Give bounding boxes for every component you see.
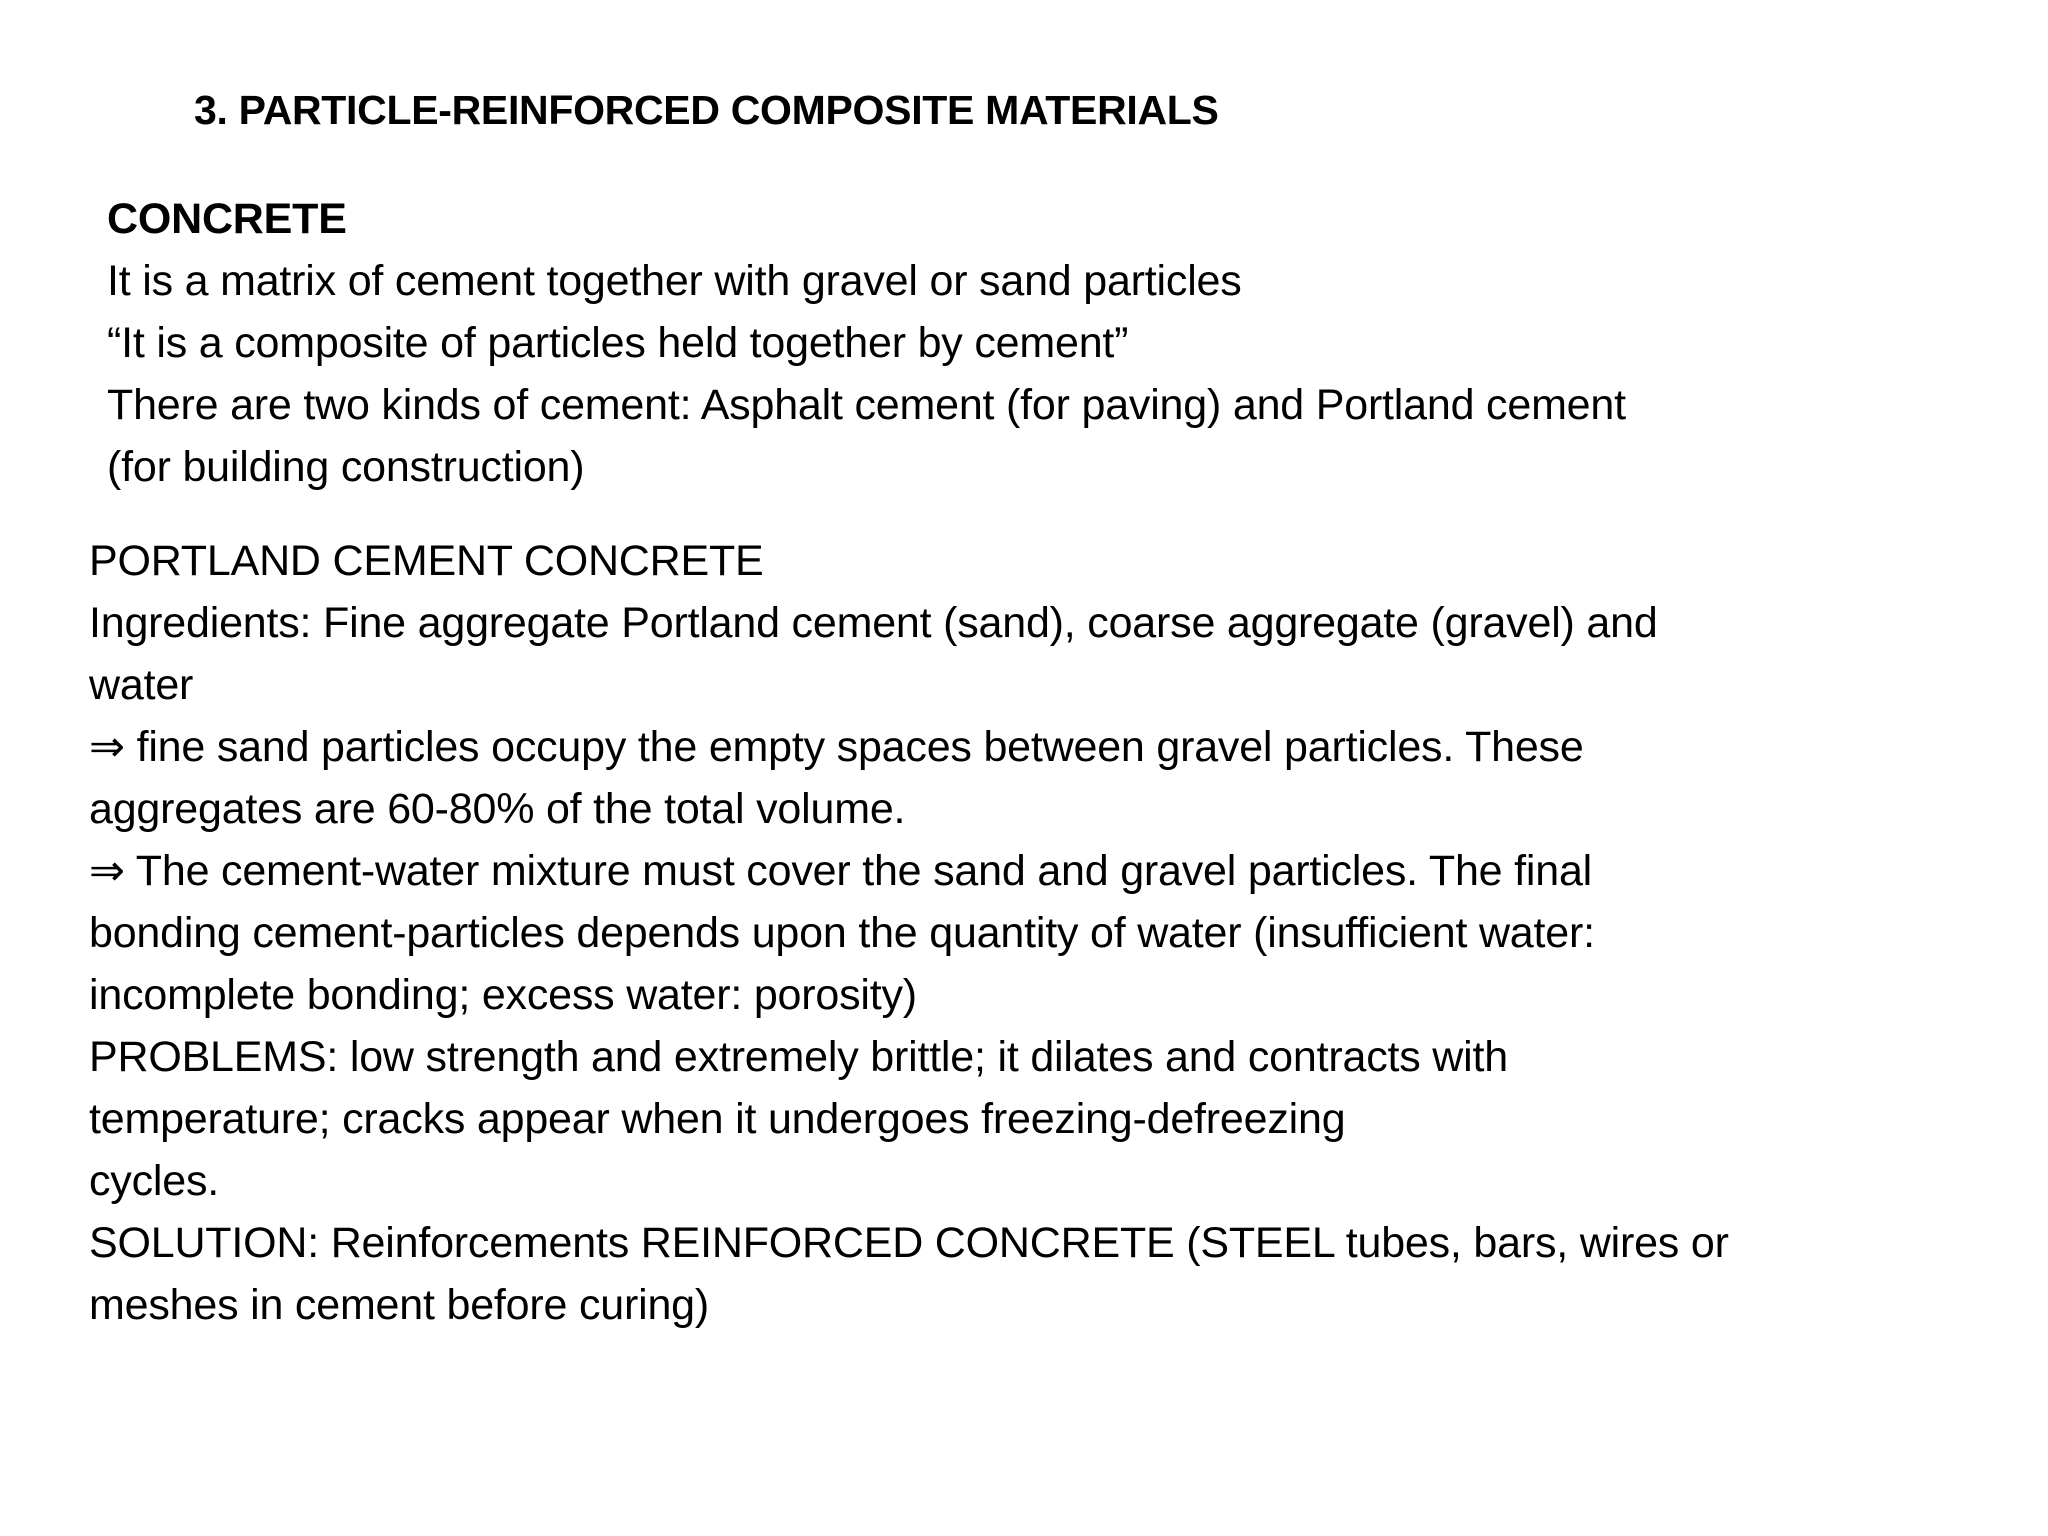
slide-title: 3. PARTICLE-REINFORCED COMPOSITE MATERIALS [194, 87, 1219, 133]
portland-heading: PORTLAND CEMENT CONCRETE [89, 537, 764, 585]
portland-text-line: temperature; cracks appear when it undergoes freezing-defreezing [89, 1095, 1346, 1143]
concrete-text-line: “It is a composite of particles held together by cement” [107, 319, 1129, 367]
portland-text-line: SOLUTION: Reinforcements REINFORCED CONCRETE (STEEL tubes, bars, wires or [89, 1219, 1729, 1267]
concrete-text-line: (for building construction) [107, 443, 585, 491]
portland-text-line: meshes in cement before curing) [89, 1281, 709, 1329]
concrete-text-line: There are two kinds of cement: Asphalt cement (for paving) and Portland cement [107, 381, 1626, 429]
concrete-text-line: It is a matrix of cement together with gravel or sand particles [107, 257, 1242, 305]
portland-text-line: Ingredients: Fine aggregate Portland cement (sand), coarse aggregate (gravel) and [89, 599, 1658, 647]
concrete-heading: CONCRETE [107, 195, 347, 243]
portland-text-line: ⇒ The cement-water mixture must cover the sand and gravel particles. The final [89, 847, 1593, 895]
portland-text-line: water [89, 661, 194, 709]
portland-text-line: cycles. [89, 1157, 220, 1205]
portland-section [89, 530, 1869, 1336]
portland-text-line: ⇒ fine sand particles occupy the empty spaces between gravel particles. These [89, 723, 1584, 771]
portland-text-line: bonding cement-particles depends upon the quantity of water (insufficient water: [89, 909, 1595, 957]
portland-text-line: aggregates are 60-80% of the total volume. [89, 785, 906, 833]
portland-text-line: incomplete bonding; excess water: porosity) [89, 971, 917, 1019]
concrete-section [107, 188, 1867, 498]
portland-text-line: PROBLEMS: low strength and extremely brittle; it dilates and contracts with [89, 1033, 1508, 1081]
